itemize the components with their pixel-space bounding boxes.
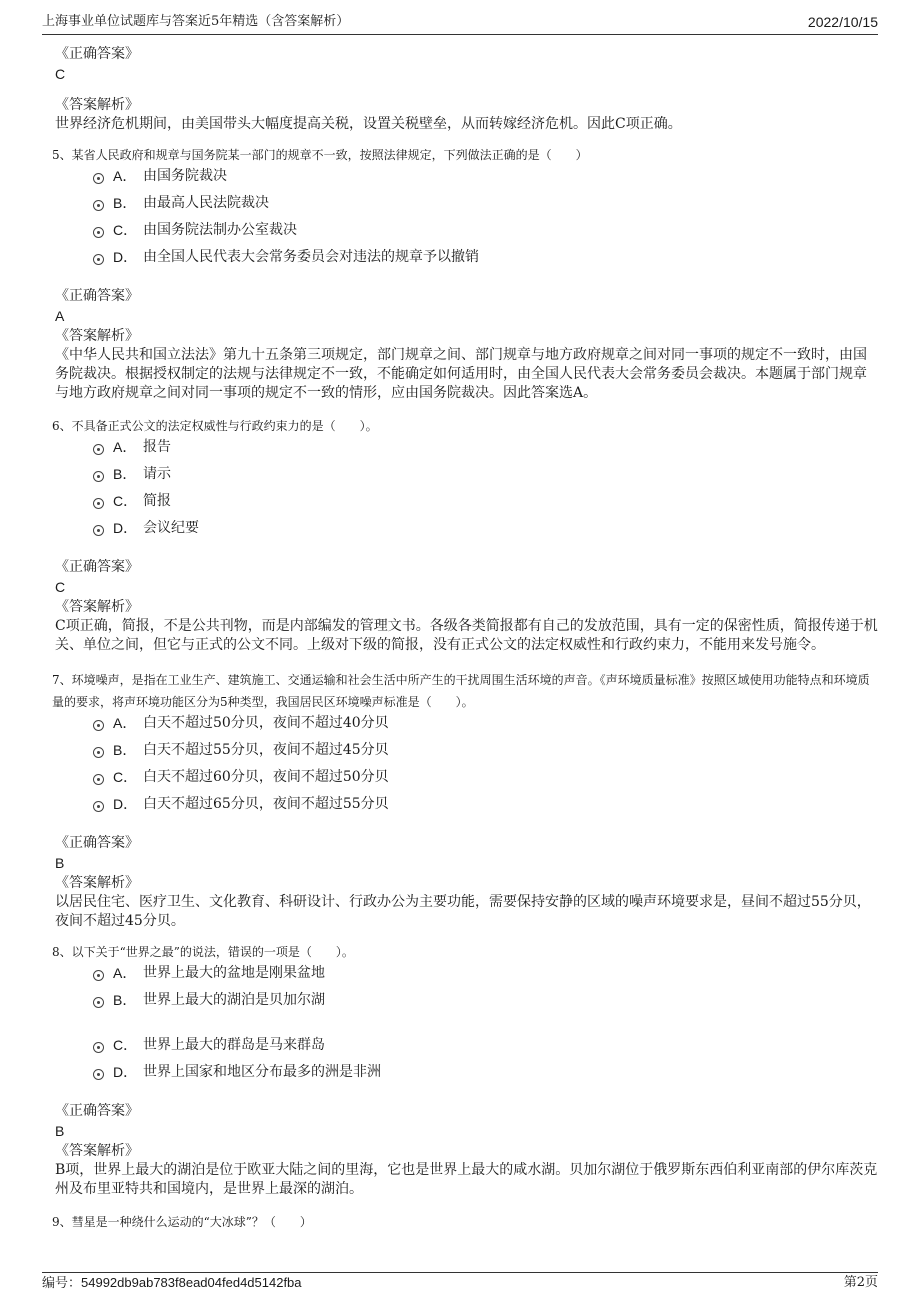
option-a[interactable] [93, 166, 878, 193]
document-title: 上海事业单位试题库与答案近5年精选（含答案解析） [42, 14, 350, 29]
option-letter: A． [113, 715, 137, 731]
document-date: 2022/10/15 [807, 14, 878, 30]
document-code-label: 编号： [42, 1276, 82, 1291]
option-text: 请示 [143, 466, 171, 482]
option-letter: C． [113, 769, 138, 785]
radio-icon[interactable] [93, 774, 104, 785]
radio-icon[interactable] [93, 747, 104, 758]
radio-icon[interactable] [93, 1069, 104, 1080]
radio-icon[interactable] [93, 720, 104, 731]
option-letter: D． [113, 249, 138, 265]
option-text: 白天不超过50分贝，夜间不超过40分贝 [143, 715, 389, 731]
option-b[interactable] [93, 990, 878, 1035]
radio-icon[interactable] [93, 801, 104, 812]
document-code-value: 54992db9ab783f8ead04fed4d5142fba [81, 1275, 302, 1290]
option-text: 由国务院法制办公室裁决 [143, 222, 297, 238]
document-body [52, 44, 878, 1233]
page-footer [42, 1272, 878, 1293]
option-text: 由国务院裁决 [143, 168, 227, 184]
option-c[interactable] [93, 1035, 878, 1062]
radio-icon[interactable] [93, 970, 104, 981]
question-stem: 5、某省人民政府和规章与国务院某一部门的规章不一致，按照法律规定，下列做法正确的是（ ） [52, 148, 588, 162]
radio-icon[interactable] [93, 498, 104, 509]
page-number: 第2页 [843, 1275, 878, 1290]
option-text: 世界上国家和地区分布最多的洲是非洲 [143, 1064, 381, 1080]
option-c[interactable] [93, 220, 878, 247]
option-d[interactable] [93, 1062, 878, 1089]
radio-icon[interactable] [93, 200, 104, 211]
option-a[interactable] [93, 713, 878, 740]
option-list [93, 713, 878, 821]
correct-answer: C [55, 579, 66, 595]
analysis-label: 《答案解析》 [55, 1143, 139, 1159]
option-text: 会议纪要 [143, 520, 199, 536]
correct-answer-label: 《正确答案》 [55, 288, 139, 304]
radio-icon[interactable] [93, 997, 104, 1008]
analysis-text: 世界经济危机期间，由美国带头大幅度提高关税，设置关税壁垒，从而转嫁经济危机。因此C项正确。 [55, 116, 682, 132]
option-d[interactable] [93, 518, 878, 545]
option-letter: D． [113, 1064, 138, 1080]
option-b[interactable] [93, 464, 878, 491]
option-letter: B． [113, 992, 137, 1008]
question-stem: 8、以下关于“世界之最”的说法，错误的一项是（ ）。 [52, 945, 354, 959]
option-b[interactable] [93, 193, 878, 220]
radio-icon[interactable] [93, 254, 104, 265]
option-list [93, 166, 878, 274]
radio-icon[interactable] [93, 1042, 104, 1053]
correct-answer-label: 《正确答案》 [55, 46, 139, 62]
radio-icon[interactable] [93, 471, 104, 482]
option-letter: A． [113, 439, 137, 455]
correct-answer: B [55, 855, 65, 871]
option-text: 白天不超过55分贝，夜间不超过45分贝 [143, 742, 389, 758]
option-text: 由最高人民法院裁决 [143, 195, 269, 211]
option-text: 由全国人民代表大会常务委员会对违法的规章予以撤销 [143, 249, 479, 265]
analysis-label: 《答案解析》 [55, 97, 139, 113]
option-text: 世界上最大的盆地是刚果盆地 [143, 965, 325, 981]
option-letter: C． [113, 493, 138, 509]
option-letter: A． [113, 965, 137, 981]
correct-answer-label: 《正确答案》 [55, 835, 139, 851]
question-stem: 9、彗星是一种绕什么运动的“大冰球”？（ ） [52, 1215, 312, 1229]
analysis-text: B项，世界上最大的湖泊是位于欧亚大陆之间的里海，它也是世界上最大的咸水湖。贝加尔湖位于俄罗斯东西伯利亚南部的伊尔库茨克州及布里亚特共和国境内，是世界上最深的湖泊。 [55, 1162, 878, 1197]
option-letter: D． [113, 796, 138, 812]
correct-answer: B [55, 1123, 65, 1139]
option-letter: A． [113, 168, 137, 184]
analysis-label: 《答案解析》 [55, 328, 139, 344]
correct-answer-label: 《正确答案》 [55, 1103, 139, 1119]
option-letter: B． [113, 466, 137, 482]
option-text: 简报 [143, 493, 171, 509]
option-letter: B． [113, 742, 137, 758]
option-text: 白天不超过65分贝，夜间不超过55分贝 [143, 796, 389, 812]
correct-answer: C [55, 66, 66, 82]
analysis-label: 《答案解析》 [55, 875, 139, 891]
option-letter: B． [113, 195, 137, 211]
option-b[interactable] [93, 740, 878, 767]
analysis-text: C项正确，简报，不是公共刊物，而是内部编发的管理文书。各级各类简报都有自己的发放范围，具有一定的保密性质，简报传递于机关、单位之间，但它与正式的公文不同。上级对下级的简报，没有正式公文的法定权威性和行政约束力，不能用来发号施令。 [55, 618, 878, 653]
analysis-text: 以居民住宅、医疗卫生、文化教育、科研设计、行政办公为主要功能，需要保持安静的区域的噪声环境要求是，昼间不超过55分贝，夜间不超过45分贝。 [55, 894, 871, 929]
option-a[interactable] [93, 437, 878, 464]
option-d[interactable] [93, 247, 878, 274]
radio-icon[interactable] [93, 173, 104, 184]
analysis-label: 《答案解析》 [55, 599, 139, 615]
correct-answer: A [55, 308, 65, 324]
radio-icon[interactable] [93, 525, 104, 536]
option-text: 报告 [143, 439, 171, 455]
option-list [93, 437, 878, 545]
option-letter: D． [113, 520, 138, 536]
option-d[interactable] [93, 794, 878, 821]
document-code [42, 1273, 302, 1294]
page-header [42, 12, 878, 35]
option-text: 世界上最大的湖泊是贝加尔湖 [143, 992, 325, 1008]
radio-icon[interactable] [93, 444, 104, 455]
question-stem: 7、环境噪声，是指在工业生产、建筑施工、交通运输和社会生活中所产生的干扰周围生活环境的声音。《声环境质量标准》按照区域使用功能特点和环境质量的要求，将声环境功能区分为5种类型，我国居民区环境噪声标准是（ ）。 [52, 673, 870, 709]
option-letter: C． [113, 222, 138, 238]
correct-answer-label: 《正确答案》 [55, 559, 139, 575]
option-c[interactable] [93, 491, 878, 518]
option-list [93, 963, 878, 1089]
analysis-text: 《中华人民共和国立法法》第九十五条第三项规定，部门规章之间、部门规章与地方政府规章之间对同一事项的规定不一致时，由国务院裁决。根据授权制定的法规与法律规定不一致，不能确定如何适用时，由全国人民代表大会常务委员会裁决。本题属于部门规章与地方政府规章之间对同一事项的规定不一致的情形，应由国务院裁决。因此答案选A。 [55, 347, 867, 401]
question-stem: 6、不具备正式公文的法定权威性与行政约束力的是（ ）。 [52, 419, 378, 433]
option-text: 世界上最大的群岛是马来群岛 [143, 1037, 325, 1053]
option-c[interactable] [93, 767, 878, 794]
radio-icon[interactable] [93, 227, 104, 238]
option-a[interactable] [93, 963, 878, 990]
option-text: 白天不超过60分贝，夜间不超过50分贝 [143, 769, 389, 785]
option-letter: C． [113, 1037, 138, 1053]
